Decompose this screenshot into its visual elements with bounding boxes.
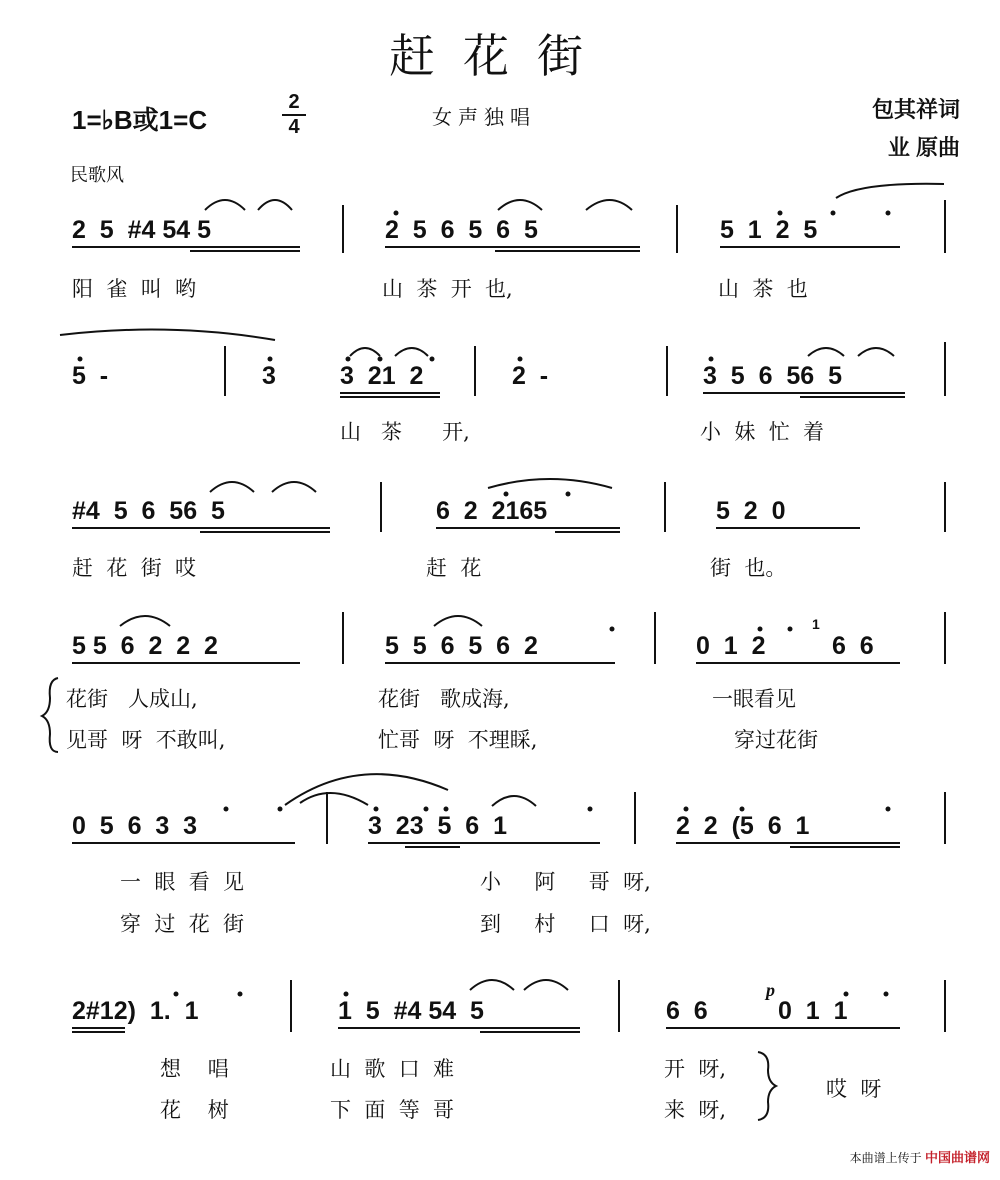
row6-measure1-notes: 2#12) 1. 1	[72, 997, 199, 1025]
octave-dot	[278, 807, 283, 812]
octave-dot	[430, 357, 435, 362]
octave-dot	[224, 807, 229, 812]
octave-dot	[566, 492, 571, 497]
row2-pickup-note: 3	[262, 362, 276, 390]
row5-verse1-1: 一 眼 看 见	[120, 870, 245, 894]
row2-measure2-notes: 3 21 2	[340, 362, 424, 390]
row1-lyrics-2: 山 茶 开 也,	[382, 277, 513, 301]
meter-top: 2	[288, 91, 300, 113]
row6-verse2-3: 来 呀,	[664, 1098, 727, 1122]
slur	[210, 482, 254, 492]
brace	[758, 1052, 776, 1120]
row4-measure3-notes: 0 1 2	[696, 632, 766, 660]
row3-lyrics-3: 街 也。	[710, 556, 787, 580]
octave-dot	[740, 807, 745, 812]
slur	[492, 796, 536, 806]
slur	[300, 793, 368, 805]
octave-dot	[886, 211, 891, 216]
row4-verse2-2: 忙哥 呀 不理睬,	[378, 728, 538, 752]
row2-measure4-notes: 3 5 6 56 5	[703, 362, 842, 390]
octave-dot	[346, 357, 351, 362]
row1-lyrics-3: 山 茶 也	[718, 277, 808, 301]
row5-verse2-2: 到 村 口 呀,	[480, 912, 651, 936]
slur	[258, 200, 292, 210]
row3-measure2-notes: 6 2 2165	[436, 497, 548, 525]
octave-dot	[78, 357, 83, 362]
row6-measure3-notes: 6 6	[666, 997, 708, 1025]
row4-verse2-3: 穿过花街	[734, 728, 818, 752]
row6-verse1-2: 山 歌 口 难	[330, 1057, 455, 1081]
row4-verse1-2: 花街 歌成海,	[378, 687, 510, 711]
octave-dot	[394, 211, 399, 216]
row2-measure1-notes: 5 -	[72, 362, 109, 390]
octave-dot	[174, 992, 179, 997]
octave-dot	[344, 992, 349, 997]
octave-dot	[709, 357, 714, 362]
octave-dot	[444, 807, 449, 812]
row5-measure3-notes: 2 2 (5 6 1	[676, 812, 810, 840]
grace-note: 1	[812, 616, 820, 632]
row3-lyrics-1: 赶 花 街 哎	[72, 556, 197, 580]
octave-dot	[374, 807, 379, 812]
octave-dot	[788, 627, 793, 632]
octave-dot	[758, 627, 763, 632]
row5-verse2-1: 穿 过 花 街	[120, 912, 245, 936]
meter-bottom: 4	[288, 116, 300, 138]
octave-dot	[518, 357, 523, 362]
slur	[434, 616, 482, 626]
row1-lyrics-1: 阳 雀 叫 哟	[72, 277, 197, 301]
tie	[60, 330, 275, 340]
style-marking: 民歌风	[70, 165, 124, 185]
octave-dot	[378, 357, 383, 362]
row6-verse2-1: 花 树	[160, 1098, 229, 1122]
slur	[395, 348, 428, 356]
row5-measure2-notes: 3 23 5 6 1	[368, 812, 507, 840]
octave-dot	[238, 992, 243, 997]
row6-refrain: 哎 呀	[826, 1077, 882, 1101]
octave-dot	[831, 211, 836, 216]
row6-verse1-1: 想 唱	[160, 1057, 229, 1081]
octave-dot	[684, 807, 689, 812]
octave-dot	[588, 807, 593, 812]
row5-measure1-notes: 0 5 6 3 3	[72, 812, 198, 840]
row6-measure3-end-notes: 0 1 1	[778, 997, 848, 1025]
slur	[488, 479, 612, 488]
row2-lyrics-2: 小 妹 忙 着	[700, 420, 825, 444]
octave-dot	[268, 357, 273, 362]
upload-credit-prefix: 本曲谱上传于	[849, 1151, 922, 1165]
row3-measure3-notes: 5 2 0	[716, 497, 786, 525]
octave-dot	[886, 807, 891, 812]
octave-dot	[504, 492, 509, 497]
octave-dot	[844, 992, 849, 997]
slur	[470, 980, 514, 990]
octave-dot	[778, 211, 783, 216]
row2-measure3-notes: 2 -	[512, 362, 549, 390]
row4-measure3-end-notes: 6 6	[832, 632, 874, 660]
row4-verse2-1: 见哥 呀 不敢叫,	[66, 728, 226, 752]
row6-verse2-2: 下 面 等 哥	[330, 1098, 455, 1122]
row3-lyrics-2: 赶 花	[426, 556, 482, 580]
slur	[120, 616, 170, 626]
lyricist-credit: 包其祥词	[871, 97, 960, 122]
row1-measure1-notes: 2 5 #4 54 5	[72, 216, 212, 244]
brace	[42, 678, 58, 752]
slur	[285, 774, 448, 805]
row2-lyrics-1: 山 茶 开,	[340, 420, 470, 444]
slur	[586, 200, 632, 210]
row6-verse1-3: 开 呀,	[664, 1057, 727, 1081]
row4-verse1-3: 一眼看见	[712, 687, 796, 711]
site-logo-text: 中国曲谱网	[924, 1150, 990, 1165]
row4-measure1-notes: 5 5 6 2 2 2	[72, 632, 218, 660]
row1-measure3-notes: 5 1 2 5	[720, 216, 818, 244]
row4-verse1-1: 花街 人成山,	[66, 687, 198, 711]
octave-dot	[424, 807, 429, 812]
slur	[524, 980, 568, 990]
slur	[808, 348, 844, 356]
row4-measure2-notes: 5 5 6 5 6 2	[385, 632, 538, 660]
slur	[498, 200, 542, 210]
row3-measure1-notes: #4 5 6 56 5	[72, 497, 225, 525]
octave-dot	[884, 992, 889, 997]
upload-credit	[850, 1147, 990, 1166]
slur	[858, 348, 894, 356]
octave-dot	[610, 627, 615, 632]
tie	[836, 184, 944, 198]
slur	[205, 200, 245, 210]
slur	[272, 482, 316, 492]
composer-credit: 业 原曲	[887, 135, 960, 160]
performance-type: 女声独唱	[432, 105, 536, 129]
song-title: 赶花街	[389, 29, 611, 83]
key-signature: 1=♭B或1=C	[72, 105, 208, 135]
slur	[350, 348, 380, 356]
row5-verse1-2: 小 阿 哥 呀,	[480, 870, 651, 894]
dynamic-piano: p	[766, 980, 775, 1000]
row1-measure2-notes: 2 5 6 5 6 5	[385, 216, 538, 244]
row6-measure2-notes: 1 5 #4 54 5	[338, 997, 484, 1025]
